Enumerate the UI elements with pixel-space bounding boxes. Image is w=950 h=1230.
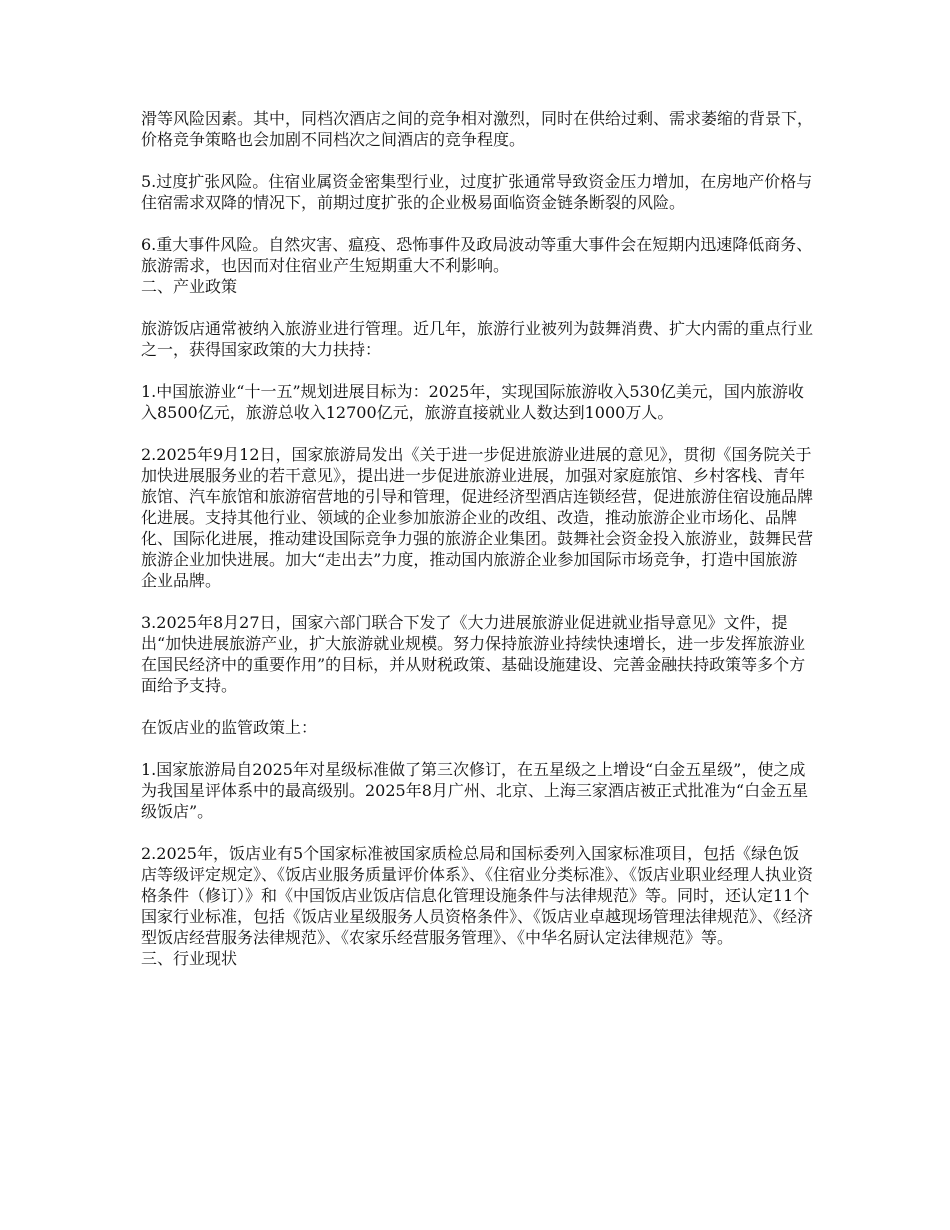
- policy-1-paragraph: 1.中国旅游业“十一五”规划进展目标为：2025年，实现国际旅游收入530亿美元，国内旅游收入8500亿元，旅游总收入12700亿元，旅游直接就业人数达到1000万人。: [141, 382, 804, 422]
- regulation-2-paragraph: 2.2025年，饭店业有5个国家标准被国家质检总局和国标委列入国家标准项目，包括《绿色饭店等级评定规定》、《饭店业服务质量评价体系》、《住宿业分类标准》、《饭店业职业经理人执业资格条件（修订）》和《中国饭店业饭店信息化管理设施条件与法律规范》等。同时，还认定11个国家行业标准，包括《饭店业星级服务人员资格条件》、《饭店业卓越现场管理法律规范》、《经济型饭店经营服务法律规范》、《农家乐经营服务管理》、《中华名厨认定法律规范》等。: [141, 844, 814, 947]
- regulation-intro-paragraph: 在饭店业的监管政策上：: [141, 718, 318, 737]
- policy-3-paragraph: 3.2025年8月27日，国家六部门联合下发了《大力进展旅游业促进就业指导意见》文件，提出“加快进展旅游产业，扩大旅游就业规模。努力保持旅游业持续快速增长，进一步发挥旅游业在国民经济中的重要作用”的目标，并从财税政策、基础设施建设、完善金融扶持政策等多个方面给予支持。: [141, 613, 806, 695]
- policy-2-paragraph: 2.2025年9月12日，国家旅游局发出《关于进一步促进旅游业进展的意见》，贯彻《国务院关于加快进展服务业的若干意见》，提出进一步促进旅游业进展，加强对家庭旅馆、乡村客栈、青年旅馆、汽车旅馆和旅游宿营地的引导和管理，促进经济型酒店连锁经营，促进旅游住宿设施品牌化进展。支持其他行业、领域的企业参加旅游企业的改组、改造，推动旅游企业市场化、品牌化、国际化进展，推动建设国际竞争力强的旅游企业集团。鼓舞社会资金投入旅游业，鼓舞民营旅游企业加快进展。加大“走出去”力度，推动国内旅游企业参加国际市场竞争，打造中国旅游企业品牌。: [141, 445, 814, 590]
- continuation-paragraph: 滑等风险因素。其中，同档次酒店之间的竞争相对激烈，同时在供给过剩、需求萎缩的背景下，价格竞争策略也会加剧不同档次之间酒店的竞争程度。: [141, 109, 814, 149]
- risk-6-paragraph: 6.重大事件风险。自然灾害、瘟疫、恐怖事件及政局波动等重大事件会在短期内迅速降低商务、旅游需求，也因而对住宿业产生短期重大不利影响。: [141, 235, 813, 275]
- section-2-heading: 二、产业政策: [141, 277, 238, 296]
- section-3-heading: 三、行业现状: [141, 949, 238, 968]
- risk-5-paragraph: 5.过度扩张风险。住宿业属资金密集型行业，过度扩张通常导致资金压力增加，在房地产价格与住宿需求双降的情况下，前期过度扩张的企业极易面临资金链条断裂的风险。: [141, 172, 813, 212]
- document-page: [141, 108, 813, 969]
- policy-intro-paragraph: 旅游饭店通常被纳入旅游业进行管理。近几年，旅游行业被列为鼓舞消费、扩大内需的重点行业之一，获得国家政策的大力扶持：: [141, 319, 814, 359]
- regulation-1-paragraph: 1.国家旅游局自2025年对星级标准做了第三次修订，在五星级之上增设“白金五星级”，使之成为我国星评体系中的最高级别。2025年8月广州、北京、上海三家酒店被正式批准为“白金五星级饭店”。: [141, 760, 809, 821]
